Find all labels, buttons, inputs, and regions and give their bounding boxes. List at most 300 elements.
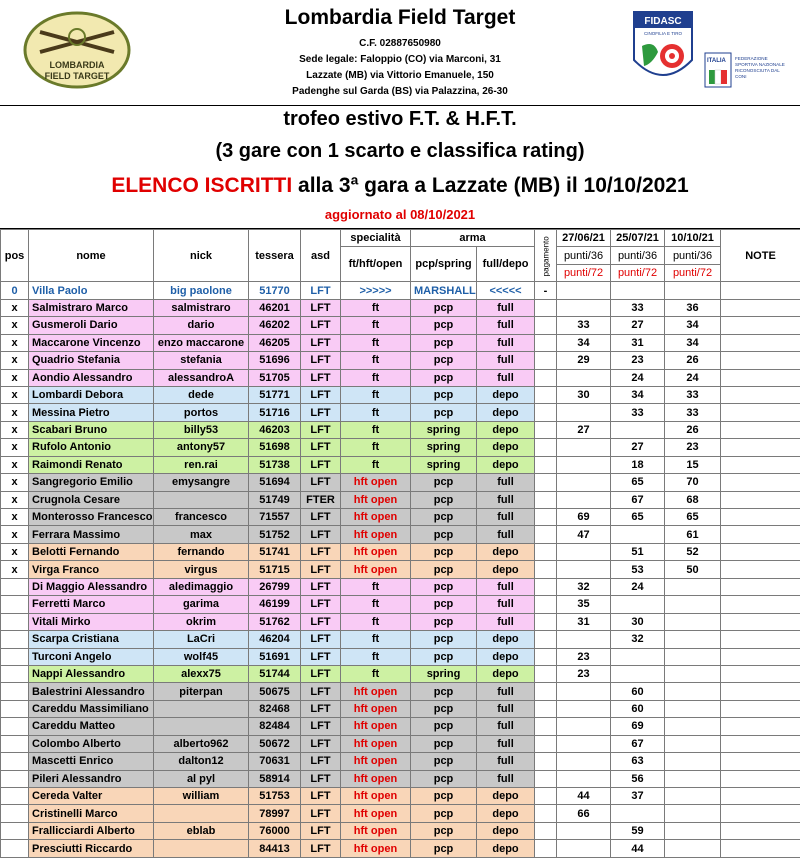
cell-specialita: ft [341,386,411,403]
cell-full-depo: depo [477,543,535,560]
cell-full-depo: depo [477,561,535,578]
cell-score-1 [557,299,611,316]
cell-tessera: 58914 [249,770,301,787]
table-row [1,770,800,787]
cell-pos [1,578,29,595]
cell-tessera: 51749 [249,491,301,508]
cell-score-2: 51 [611,543,665,560]
table-row [1,474,800,491]
cell-tessera: 46202 [249,317,301,334]
cell-nome: Careddu Matteo [29,718,154,735]
cell-score-1: 31 [557,613,611,630]
cell-specialita: ft [341,456,411,473]
cell-pagamento [535,648,557,665]
cell-nome: Quadrio Stefania [29,352,154,369]
address-padenghe: Padenghe sul Garda (BS) via Palazzina, 26-30 [292,86,508,97]
cell-specialita: hft open [341,474,411,491]
cell-pagamento [535,788,557,805]
table-row [1,456,800,473]
cell-nick: eblab [154,822,249,839]
cell-specialita: hft open [341,805,411,822]
cell-note [721,770,800,787]
cell-score-2: 34 [611,386,665,403]
cell-specialita: hft open [341,735,411,752]
cell-specialita: ft [341,317,411,334]
cell-score-1 [557,439,611,456]
cell-nome: Aondio Alessandro [29,369,154,386]
cell-nome: Belotti Fernando [29,543,154,560]
cell-arma: pcp [411,700,477,717]
cell-nome: Cristinelli Marco [29,805,154,822]
table-row [1,578,800,595]
cell-pagamento [535,369,557,386]
cell-score-2: 30 [611,613,665,630]
cell-score-3 [665,822,721,839]
cell-asd: LFT [301,735,341,752]
cell-nick: francesco [154,509,249,526]
cell-tessera: 51716 [249,404,301,421]
table-body [1,282,800,857]
cell-arma: pcp [411,822,477,839]
cell-arma: pcp [411,683,477,700]
cell-nick [154,840,249,857]
cell-full-depo: depo [477,386,535,403]
cell-pagamento [535,753,557,770]
cell-asd: LFT [301,317,341,334]
cell-specialita: ft [341,578,411,595]
cell-note [721,683,800,700]
cell-asd: LFT [301,770,341,787]
cell-score-1 [557,753,611,770]
cell-score-3 [665,648,721,665]
cell-pos [1,735,29,752]
cell-pagamento [535,805,557,822]
table-row [1,561,800,578]
cell-specialita: ft [341,404,411,421]
table-row [1,718,800,735]
cell-pagamento [535,665,557,682]
logo-text-1: LOMBARDIA [49,60,105,70]
cell-specialita: ft [341,613,411,630]
cell-asd: LFT [301,840,341,857]
cell-specialita: >>>>> [341,282,411,299]
cell-pos [1,596,29,613]
cell-nome: Careddu Massimiliano [29,700,154,717]
cell-score-1 [557,718,611,735]
cell-nome: Lombardi Debora [29,386,154,403]
cell-tessera: 78997 [249,805,301,822]
cell-tessera: 51715 [249,561,301,578]
cell-tessera: 51694 [249,474,301,491]
cell-note [721,596,800,613]
cell-asd: LFT [301,631,341,648]
cell-asd: LFT [301,700,341,717]
cell-nick: piterpan [154,683,249,700]
cell-arma: pcp [411,561,477,578]
cell-asd: LFT [301,282,341,299]
cell-score-3 [665,805,721,822]
cell-pagamento: - [535,282,557,299]
cell-tessera: 51762 [249,613,301,630]
cell-full-depo: depo [477,404,535,421]
cell-score-1 [557,700,611,717]
cell-pagamento [535,631,557,648]
cell-score-3 [665,631,721,648]
cell-score-2: 23 [611,352,665,369]
cell-pos [1,665,29,682]
cell-specialita: hft open [341,718,411,735]
table-row [1,596,800,613]
cell-pagamento [535,491,557,508]
cell-score-3: 68 [665,491,721,508]
cell-full-depo: depo [477,648,535,665]
cell-pos: x [1,386,29,403]
cell-nome: Messina Pietro [29,404,154,421]
cell-pagamento [535,578,557,595]
cell-asd: LFT [301,509,341,526]
cell-score-2: 37 [611,788,665,805]
cell-arma: pcp [411,578,477,595]
cell-asd: LFT [301,404,341,421]
cell-arma: pcp [411,404,477,421]
cell-asd: LFT [301,753,341,770]
cell-note [721,299,800,316]
cell-arma: spring [411,456,477,473]
cell-tessera: 46204 [249,631,301,648]
cell-arma: spring [411,421,477,438]
cell-pos [1,822,29,839]
cell-pos [1,718,29,735]
cell-nick: wolf45 [154,648,249,665]
cell-pos [1,683,29,700]
cell-tessera: 51738 [249,456,301,473]
cell-full-depo: full [477,596,535,613]
cell-score-2: 27 [611,317,665,334]
cell-score-3: 26 [665,352,721,369]
col-p72-3: punti/72 [665,264,721,281]
cell-full-depo: depo [477,456,535,473]
fidasc-text: FIDASC [644,16,682,27]
cell-tessera: 46205 [249,334,301,351]
cell-score-1 [557,474,611,491]
cell-note [721,700,800,717]
cell-nick: antony57 [154,439,249,456]
cell-nome: Monterosso Francesco [29,509,154,526]
cell-pos [1,700,29,717]
cell-nick: billy53 [154,421,249,438]
address-sede: Sede legale: Faloppio (CO) via Marconi, 31 [299,54,501,65]
table-row [1,334,800,351]
cell-score-1 [557,543,611,560]
cell-nick [154,491,249,508]
col-arma-sub2: full/depo [477,247,535,282]
cell-nome: Maccarone Vincenzo [29,334,154,351]
cell-specialita: hft open [341,561,411,578]
col-date-3: 10/10/21 [665,230,721,247]
fidasc-sub: CINOFILIA E TIRO [644,31,682,36]
cell-pos: x [1,526,29,543]
col-nome: nome [29,230,154,282]
cell-score-3: 70 [665,474,721,491]
cell-pos: 0 [1,282,29,299]
cell-note [721,474,800,491]
cell-note [721,282,800,299]
cell-specialita: ft [341,334,411,351]
cell-nome: Vitali Mirko [29,613,154,630]
cell-pos [1,788,29,805]
cell-nick: salmistraro [154,299,249,316]
cell-specialita: ft [341,648,411,665]
cell-nick: LaCri [154,631,249,648]
cell-arma: pcp [411,753,477,770]
cell-full-depo: full [477,352,535,369]
cell-note [721,334,800,351]
cell-specialita: hft open [341,491,411,508]
cell-full-depo: depo [477,421,535,438]
col-p36-1: punti/36 [557,247,611,264]
cell-tessera: 51771 [249,386,301,403]
cell-pos: x [1,299,29,316]
cell-pos: x [1,352,29,369]
cell-score-1 [557,822,611,839]
cell-arma: pcp [411,788,477,805]
cell-score-3: 23 [665,439,721,456]
cell-nome: Di Maggio Alessandro [29,578,154,595]
table-row [1,299,800,316]
cell-score-3 [665,282,721,299]
cell-score-2: 60 [611,683,665,700]
cell-pos: x [1,561,29,578]
cell-score-3: 36 [665,299,721,316]
cell-pagamento [535,404,557,421]
cell-specialita: ft [341,299,411,316]
cell-nome: Raimondi Renato [29,456,154,473]
cell-score-3: 34 [665,334,721,351]
cell-pos: x [1,369,29,386]
cell-tessera: 71557 [249,509,301,526]
cell-score-2 [611,665,665,682]
cell-pagamento [535,718,557,735]
cell-score-3 [665,788,721,805]
cell-specialita: hft open [341,526,411,543]
table-row [1,282,800,299]
registration-table [0,229,800,858]
cell-nick: dede [154,386,249,403]
cell-asd: LFT [301,352,341,369]
cell-note [721,386,800,403]
cell-note [721,822,800,839]
table-row [1,491,800,508]
cell-score-2: 59 [611,822,665,839]
cell-nick: alessandroA [154,369,249,386]
cell-full-depo: depo [477,439,535,456]
cell-nick: alexx75 [154,665,249,682]
title-registration-label: ELENCO ISCRITTI [111,174,293,197]
cell-asd: LFT [301,543,341,560]
cell-score-3 [665,735,721,752]
cell-full-depo: full [477,718,535,735]
cell-tessera: 26799 [249,578,301,595]
cell-score-2: 56 [611,770,665,787]
cell-pagamento [535,822,557,839]
cell-score-1 [557,369,611,386]
cell-score-2 [611,648,665,665]
cell-note [721,613,800,630]
cell-arma: pcp [411,299,477,316]
cell-score-2 [611,282,665,299]
cell-pos [1,805,29,822]
cell-nome: Villa Paolo [29,282,154,299]
cell-score-1: 66 [557,805,611,822]
cell-pagamento [535,840,557,857]
cell-score-1: 35 [557,596,611,613]
cell-nome: Sangregorio Emilio [29,474,154,491]
cell-score-1: 69 [557,509,611,526]
cell-score-2: 53 [611,561,665,578]
cell-pagamento [535,317,557,334]
table-row [1,543,800,560]
cell-score-2: 33 [611,299,665,316]
cell-pos: x [1,491,29,508]
cell-pagamento [535,334,557,351]
table-row [1,421,800,438]
cell-score-2: 18 [611,456,665,473]
col-p72-1: punti/72 [557,264,611,281]
fidasc-logo [632,10,694,90]
table-row [1,840,800,857]
cell-full-depo: full [477,683,535,700]
cell-arma: pcp [411,334,477,351]
cell-full-depo: full [477,474,535,491]
cell-pos [1,613,29,630]
cell-full-depo: depo [477,631,535,648]
cell-note [721,788,800,805]
cell-asd: LFT [301,386,341,403]
cell-arma: pcp [411,648,477,665]
cell-note [721,665,800,682]
cell-pos [1,840,29,857]
cell-note [721,491,800,508]
cell-nome: Pileri Alessandro [29,770,154,787]
cell-nome: Gusmeroli Dario [29,317,154,334]
cell-arma: pcp [411,596,477,613]
cell-full-depo: full [477,578,535,595]
cell-score-3 [665,770,721,787]
cell-nick: aledimaggio [154,578,249,595]
cell-score-2: 60 [611,700,665,717]
cell-arma: pcp [411,352,477,369]
cell-nick [154,718,249,735]
cell-full-depo: full [477,317,535,334]
cell-score-3 [665,840,721,857]
cell-full-depo: <<<<< [477,282,535,299]
cell-note [721,421,800,438]
cell-pos: x [1,509,29,526]
cell-nome: Rufolo Antonio [29,439,154,456]
col-pagamento: pagamento [535,230,557,282]
cell-pos: x [1,439,29,456]
cell-arma: spring [411,439,477,456]
cell-score-1: 47 [557,526,611,543]
cell-score-3: 26 [665,421,721,438]
cell-score-2: 67 [611,735,665,752]
cell-score-1 [557,404,611,421]
cell-pos [1,753,29,770]
cell-nome: Turconi Angelo [29,648,154,665]
address-lazzate: Lazzate (MB) via Vittorio Emanuele, 150 [306,70,494,81]
cell-specialita: ft [341,369,411,386]
cell-asd: LFT [301,683,341,700]
cell-asd: LFT [301,474,341,491]
cell-asd: LFT [301,596,341,613]
cell-score-3 [665,613,721,630]
cell-score-3 [665,700,721,717]
cell-score-1: 32 [557,578,611,595]
cell-nick: ren.rai [154,456,249,473]
cell-pagamento [535,352,557,369]
cell-pagamento [535,509,557,526]
cell-score-3 [665,578,721,595]
cell-nick [154,700,249,717]
cell-score-3: 33 [665,404,721,421]
cell-full-depo: full [477,299,535,316]
cell-pagamento [535,526,557,543]
cell-pagamento [535,439,557,456]
cell-score-1: 44 [557,788,611,805]
col-p72-2: punti/72 [611,264,665,281]
cell-arma: pcp [411,631,477,648]
cell-arma: pcp [411,805,477,822]
cell-score-2 [611,421,665,438]
cell-score-3: 15 [665,456,721,473]
cell-nome: Mascetti Enrico [29,753,154,770]
cell-asd: LFT [301,369,341,386]
table-row [1,386,800,403]
cell-pagamento [535,700,557,717]
col-p36-3: punti/36 [665,247,721,264]
col-arma: arma [411,230,535,247]
cell-tessera: 84413 [249,840,301,857]
cell-tessera: 46199 [249,596,301,613]
cell-score-2: 24 [611,369,665,386]
cell-arma: pcp [411,718,477,735]
cell-specialita: ft [341,421,411,438]
cell-asd: LFT [301,299,341,316]
cell-nome: Crugnola Cesare [29,491,154,508]
cell-nick: emysangre [154,474,249,491]
cell-score-3: 34 [665,317,721,334]
cell-score-3 [665,718,721,735]
cell-pos: x [1,456,29,473]
cell-score-1: 23 [557,665,611,682]
coni-logo [704,52,794,92]
cell-full-depo: depo [477,788,535,805]
cell-specialita: hft open [341,683,411,700]
cell-tessera: 51691 [249,648,301,665]
cell-score-3: 61 [665,526,721,543]
cell-nome: Balestrini Alessandro [29,683,154,700]
cell-tessera: 46203 [249,421,301,438]
cell-score-1 [557,456,611,473]
table-row [1,753,800,770]
cell-arma: pcp [411,509,477,526]
cell-tessera: 51753 [249,788,301,805]
cell-score-3 [665,753,721,770]
cell-score-2 [611,596,665,613]
cell-nick: alberto962 [154,735,249,752]
col-spec-sub: ft/hft/open [341,247,411,282]
cell-pagamento [535,683,557,700]
